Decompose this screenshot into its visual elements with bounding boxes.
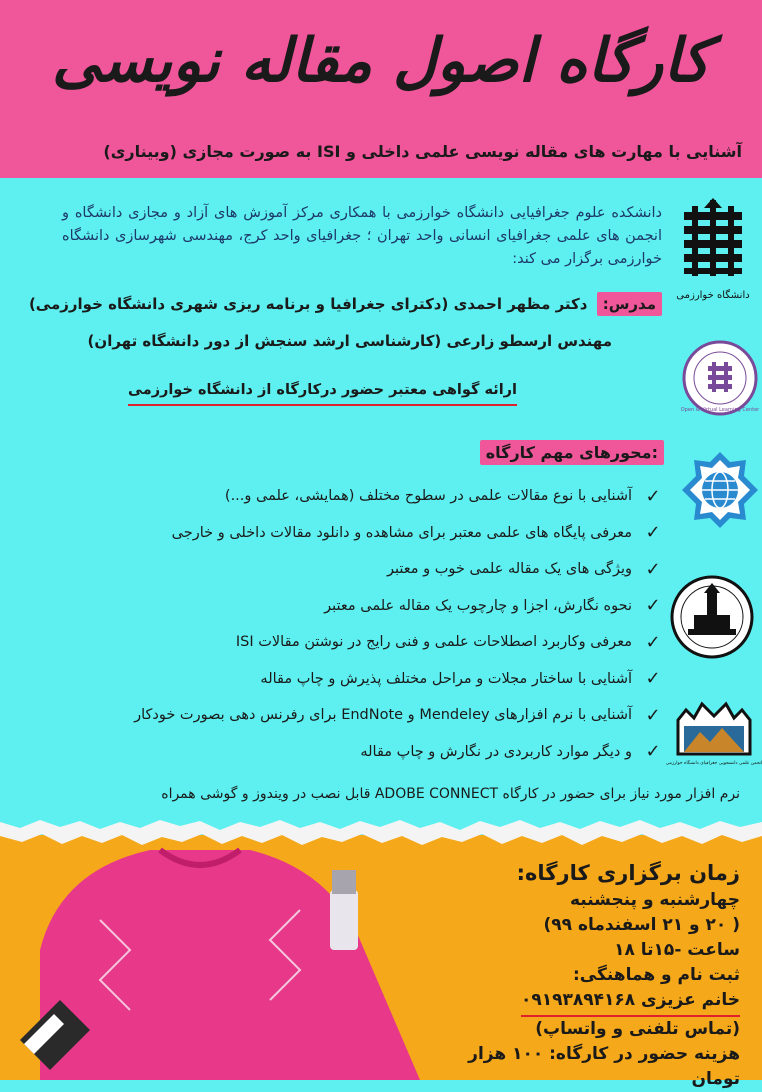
list-item: ✓ آشنایی با نرم افزارهای Mendeley و EndNote برای رفرنس دهی بصورت خودکار (44, 697, 664, 734)
register-heading: ثبت نام و هماهنگی: (572, 965, 740, 985)
list-item: ✓ نحوه نگارش، اجزا و چارچوب یک مقاله علمی معتبر (44, 588, 664, 625)
instructor-line-2 (0, 332, 612, 350)
list-item: ✓ آشنایی با ساختار مجلات و مراحل مختلف پذیرش و چاپ مقاله (44, 661, 664, 698)
check-icon: ✓ (645, 595, 661, 617)
kharazmi-logo-icon (672, 198, 754, 308)
cost-note: هزینه حضور در کارگاه: ۱۰۰ هزار تومان (468, 1044, 740, 1089)
page-title: کارگاه اصول مقاله نویسی (51, 26, 711, 96)
topics-label: محورهای مهم کارگاه: (480, 440, 664, 465)
topics-header (476, 440, 664, 465)
schedule-days: چهارشنبه و پنجشنبه (569, 890, 740, 910)
intro-paragraph: دانشکده علوم جغرافیایی دانشگاه خوارزمی با همکاری مرکز آموزش های آزاد و مجازی دانشگاه و انجمن های علمی جغرافیای انسانی واحد تهران ؛ جغرافیای واحد کرج، مهندسی شهرسازی دانشگاه خوارزمی برگزار می کند: (62, 205, 662, 267)
sweater-illustration (0, 830, 430, 1080)
contact-phone: خانم عزیزی ۰۹۱۹۳۸۹۴۱۶۸ (521, 988, 740, 1017)
svg-text:دانشگاه خوارزمی: دانشگاه خوارزمی (676, 290, 750, 301)
contact-note: (تماس تلفنی و واتساپ) (535, 1019, 740, 1039)
software-note: نرم افزار مورد نیاز برای حضور در کارگاه ADOBE CONNECT قابل نصب در ویندوز و گوشی همراه (161, 786, 740, 802)
page-subtitle: آشنایی با مهارت های مقاله نویسی علمی داخلی و ISI به صورت مجازی (وبیناری) (103, 142, 742, 161)
instructor-line-1 (22, 292, 662, 316)
list-item: ✓ آشنایی با نوع مقالات علمی در سطوح مختلف (همایشی، علمی و...) (44, 478, 664, 515)
check-icon: ✓ (645, 704, 661, 726)
list-item: ✓ ویژگی های یک مقاله علمی خوب و معتبر (44, 551, 664, 588)
list-item: ✓ و دیگر موارد کاربردی در نگارش و چاپ مقاله (44, 734, 664, 771)
geography-society-logo-icon (665, 696, 762, 768)
instructor-second: مهندس ارسطو زارعی (کارشناسی ارشد سنجش از دور دانشگاه تهران) (87, 332, 612, 350)
topic-list (44, 478, 664, 770)
svg-text:Open & Virtual Learning Center: Open & Virtual Learning Center (680, 407, 760, 413)
instructor-label: مدرس: (597, 292, 662, 316)
certificate-note: ارائه گواهی معتبر حضور درکارگاه از دانشگاه خوارزمی (128, 382, 517, 406)
globe-logo-icon (680, 450, 760, 530)
schedule-time: ساعت -۱۵تا ۱۸ (614, 940, 740, 960)
schedule-heading: زمان برگزاری کارگاه: (516, 861, 740, 885)
check-icon: ✓ (645, 631, 661, 653)
schedule-block (440, 858, 740, 1092)
learning-center-logo-icon (680, 338, 760, 418)
check-icon: ✓ (645, 485, 661, 507)
schedule-dates: ( ۲۰ و ۲۱ اسفندماه ۹۹) (543, 915, 740, 935)
svg-text:انجمن علمی دانشجویی جغرافیای د: انجمن علمی دانشجویی جغرافیای دانشگاه خوارزمی (665, 761, 762, 766)
check-icon: ✓ (645, 522, 661, 544)
instructor-first: دکتر مظهر احمدی (دکترای جغرافیا و برنامه ریزی شهری دانشگاه خوارزمی) (28, 295, 588, 313)
check-icon: ✓ (645, 558, 661, 580)
check-icon: ✓ (645, 668, 661, 690)
list-item: ✓ معرفی پایگاه های علمی معتبر برای مشاهده و دانلود مقالات داخلی و خارجی (44, 515, 664, 552)
check-icon: ✓ (645, 741, 661, 763)
list-item: ✓ معرفی وکاربرد اصطلاحات علمی و فنی رایج در نوشتن مقالات ISI (44, 624, 664, 661)
header-banner (0, 0, 762, 178)
building-logo-icon (670, 575, 754, 659)
